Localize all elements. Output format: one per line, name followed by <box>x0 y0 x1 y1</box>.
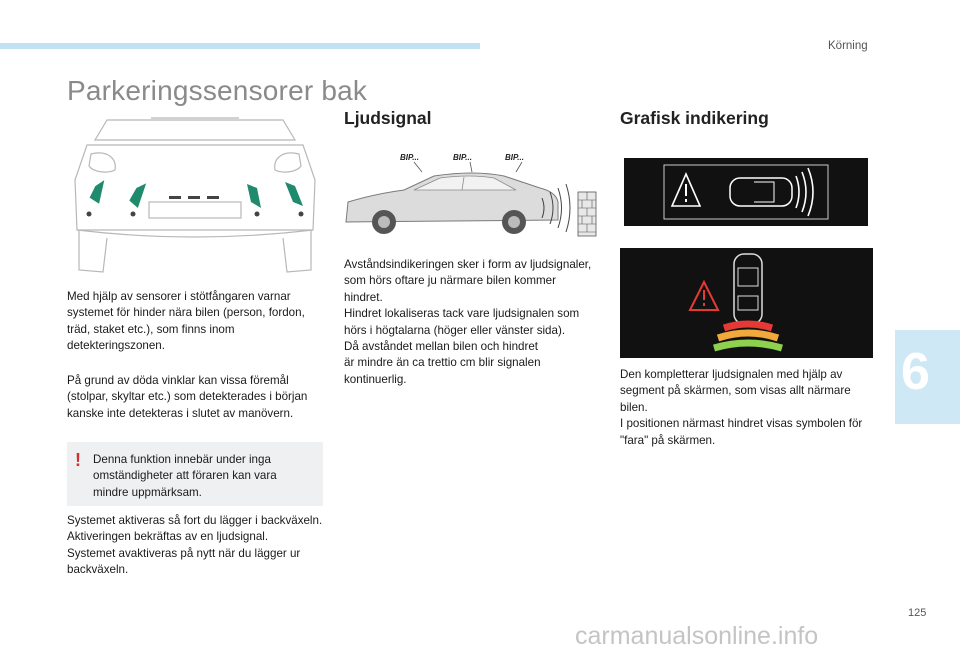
warning-box <box>67 442 323 506</box>
heading-grafisk-indikering: Grafisk indikering <box>620 108 769 128</box>
danger-icon <box>690 282 718 310</box>
display-top-view <box>624 158 868 226</box>
rear-bumper-illustration <box>67 110 323 278</box>
page-title: Parkeringssensorer bak <box>67 75 368 106</box>
car-reversing-illustration <box>344 160 600 240</box>
exclamation-icon: ! <box>75 450 81 470</box>
beep-label-1: BIP... <box>400 153 419 162</box>
warning-triangle-icon <box>672 174 700 206</box>
page-number: 125 <box>908 607 927 619</box>
display-rear-view-drawing <box>620 248 873 358</box>
activation-paragraph: Systemet aktiveras så fort du lägger i backväxeln. Aktiveringen bekräftas av en ljudsignal. Systemet avaktiveras på nytt när du lägger ur backväxeln. <box>67 514 323 577</box>
beep-label-3: BIP... <box>505 153 524 162</box>
header-accent-bar <box>0 43 480 49</box>
beep-label-2: BIP... <box>453 153 472 162</box>
graphic-indication-text: Den kompletterar ljudsignalen med hjälp av segment på skärmen, som visas allt närmare bilen. I positionen närmast hindret visas symbolen för "fara" på skärmen. <box>620 368 863 447</box>
display-rear-view <box>620 248 873 358</box>
audio-signal-text: Avståndsindikeringen sker i form av ljudsignaler, som hörs oftare ju närmare bilen kommer hindret. Hindret lokaliseras tack vare ljudsignalen som hörs i högtalarna (höger eller vänster sida). Då avståndet mellan bilen och hindret är mindre än ca trettio cm blir signalen kontinuerlig. <box>344 258 592 386</box>
watermark: carmanualsonline.info <box>575 622 819 650</box>
blind-spot-paragraph: På grund av döda vinklar kan vissa föremål (stolpar, skyltar etc.) som detekterades i början kanske inte detekteras i slutet av manövern. <box>67 374 308 420</box>
display-top-view-drawing <box>624 158 868 226</box>
intro-paragraph: Med hjälp av sensorer i stötfångaren varnar systemet för hinder nära bilen (person, fordon, träd, staket etc.), som finns inom detekteringszonen. <box>67 290 305 353</box>
warning-text: Denna funktion innebär under inga omständigheter att föraren kan vara mindre uppmärksam. <box>93 453 277 499</box>
heading-ljudsignal: Ljudsignal <box>344 108 432 128</box>
section-label: Körning <box>828 40 868 52</box>
chapter-number: 6 <box>901 343 930 401</box>
